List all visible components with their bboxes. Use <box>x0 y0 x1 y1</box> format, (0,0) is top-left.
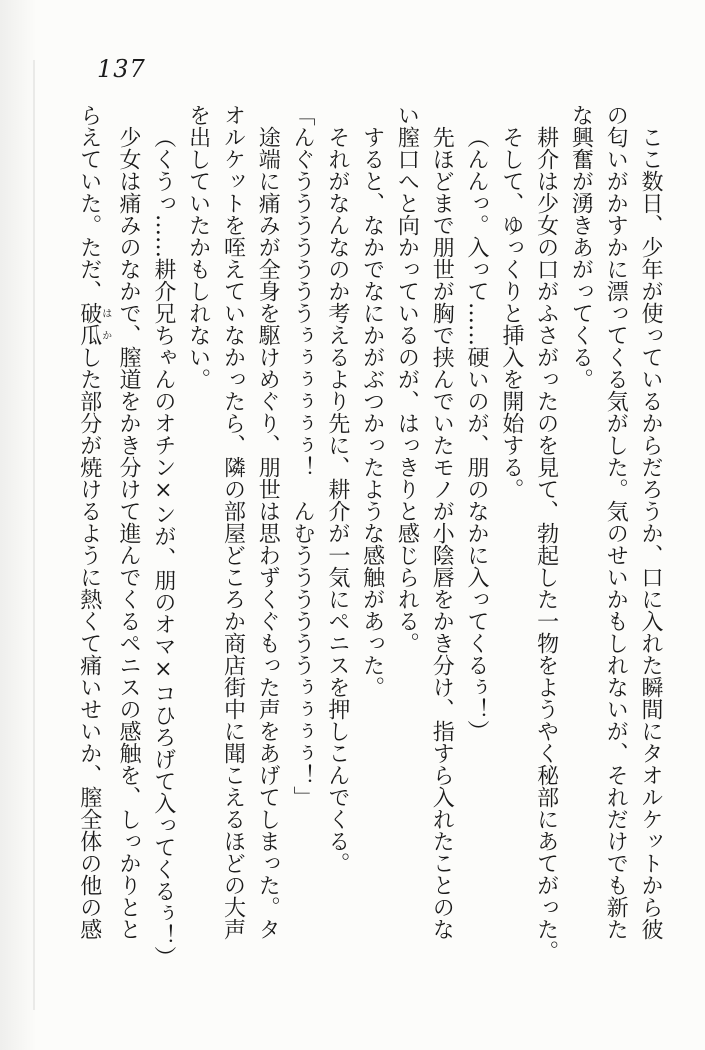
text-line-14: を出していたかもしれない。 <box>185 104 211 390</box>
text-line-9: すると、なかでなにかがぶつかったような感触があった。 <box>359 126 385 698</box>
text-line-7: 先ほどまで朋世が胸で挟んでいたモノが小陰唇をかき分け、指すら入れたことのな <box>429 126 455 940</box>
text-line-1: ここ数日、少年が使っているからだろうか、口に入れた瞬間にタオルケットから彼 <box>638 126 663 940</box>
scan-edge-artifact <box>33 60 35 1010</box>
text-line-10: それがなんなのか考えるより先に、耕介が一気にペニスを押しこんでくる。 <box>324 126 350 874</box>
ruby-base: 破瓜 <box>76 302 102 346</box>
ruby-annotated-word <box>76 302 111 346</box>
text-line-12: 途端に痛みが全身を駆けめぐり、朋世は思わずくぐもった声をあげてしまった。タ <box>255 126 281 940</box>
text-line-11: 「んぐうううううううぅぅぅぅぅぅ！ んむううううううぅぅぅぅ！」 <box>290 104 316 808</box>
text-line-15: （くうっ……耕介兄ちゃんのオチン×ンが、朋のオマ×コひろげて入ってくるぅ！） <box>150 126 176 968</box>
text-line-16: 少女は痛みのなかで、膣道をかき分けて進んでくるペニスの感触を、しっかりとと <box>116 126 142 940</box>
text-line-3: な興奮が湧きあがってくる。 <box>568 104 594 390</box>
text-line-17-post: した部分が焼けるように熱くて痛いせいか、膣全体の他の感 <box>76 346 102 940</box>
text-line-17 <box>71 104 110 970</box>
ruby-furigana: はか <box>99 302 111 346</box>
page-edge-shadow <box>0 0 46 1050</box>
text-line-17-pre: らえていた。ただ、 <box>76 104 102 302</box>
text-line-4: 耕介は少女の口がふさがったのを見て、勃起した一物をようやく秘部にあてがった。 <box>533 126 559 962</box>
page-number: 137 <box>97 55 146 83</box>
text-line-8: い膣口へと向かっているのが、はっきりと感じられる。 <box>394 104 420 654</box>
text-line-2: の匂いがかすかに漂ってくる気がした。気のせいかもしれないが、それだけでも新た <box>603 104 629 940</box>
body-text <box>71 104 667 970</box>
text-line-5: そして、ゆっくりと挿入を開始する。 <box>498 126 524 500</box>
text-line-13: オルケットを咥えていなかったら、隣の部屋どころか商店街中に聞こえるほどの大声 <box>220 104 246 940</box>
text-line-6: （んんっ。入って……硬いのが、朋のなかに入ってくるぅ！） <box>464 126 490 742</box>
